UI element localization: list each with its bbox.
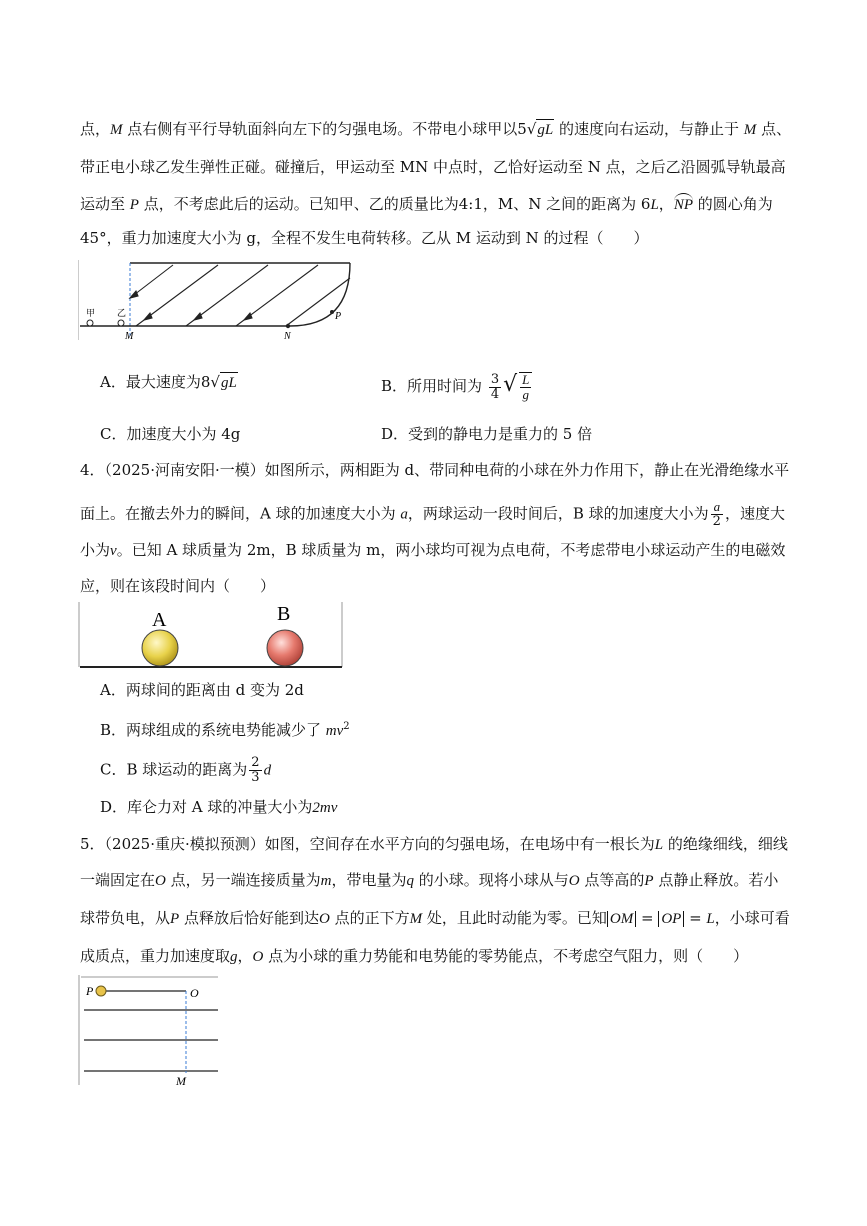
q3-option-a[interactable]: A．最大速度为8√gL bbox=[100, 373, 237, 391]
q5-label-o: O bbox=[190, 986, 199, 1000]
q5-ball bbox=[96, 986, 106, 996]
q3-stem-line-4: 45°，重力加速度大小为 g，全程不发生电荷转移。乙从 M 运动到 N 的过程（ ） bbox=[80, 229, 649, 247]
q4-stem-line-4: 应，则在该段时间内（ ） bbox=[80, 577, 276, 595]
q3-label-jia: 甲 bbox=[86, 309, 96, 319]
q4-stem-line-1: 4．（2025·河南安阳·一模）如图所示，两相距为 d、带同种电荷的小球在外力作用下，静止在光滑绝缘水平 bbox=[80, 461, 790, 479]
q5-stem-line-1: 5．（2025·重庆·模拟预测）如图，空间存在水平方向的匀强电场，在电场中有一根长为L 的绝缘细线，细线 bbox=[80, 835, 788, 853]
q3-option-b[interactable]: B．所用时间为 $\frac{3}{4}$ √ $\frac{L}{g}$ bbox=[381, 372, 534, 402]
q5-stem-line-2: 一端固定在O 点，另一端连接质量为m，带电量为q 的小球。现将小球从与O 点等高的P 点静止释放。若小 bbox=[80, 871, 779, 889]
ball-b bbox=[267, 630, 303, 666]
q5-label-p: P bbox=[86, 984, 94, 998]
q3-label-yi: 乙 bbox=[117, 309, 127, 319]
q4-option-c[interactable]: C．B 球运动的距离为 $\frac{2}{3}$ d bbox=[100, 755, 272, 785]
q3-option-d[interactable]: D．受到的静电力是重力的 5 倍 bbox=[381, 425, 593, 443]
q3-stem-line-2: 带正电小球乙发生弹性正碰。碰撞后，甲运动至 MN 中点时，乙恰好运动至 N 点，之后乙沿圆弧导轨最高 bbox=[80, 158, 786, 176]
q3-label-p: P bbox=[335, 311, 342, 322]
q3-option-c[interactable]: C．加速度大小为 4g bbox=[100, 425, 241, 443]
q4-figure bbox=[78, 600, 344, 670]
q4-option-a[interactable]: A．两球间的距离由 d 变为 2d bbox=[100, 681, 304, 699]
q3-stem-line-1: 点，M 点右侧有平行导轨面斜向左下的匀强电场。不带电小球甲以5√gL 的速度向右运动，与静止于 M 点、 bbox=[80, 120, 792, 138]
q5-label-m: M bbox=[176, 1074, 186, 1087]
q4-stem-line-2: 面上。在撤去外力的瞬间，A 球的加速度大小为 a，两球运动一段时间后，B 球的加速度大小为 $\frac{a}{2}$ ，速度大 bbox=[80, 499, 785, 529]
q5-stem-line-4: 成质点，重力加速度取g，O 点为小球的重力势能和电势能的零势能点，不考虑空气阻力，则（ ） bbox=[80, 947, 749, 965]
q4-label-a: A bbox=[152, 609, 167, 631]
q4-option-b[interactable]: B．两球组成的系统电势能减少了 $mv^2$ bbox=[100, 721, 350, 739]
q4-option-d[interactable]: D．库仑力对 A 球的冲量大小为2mv bbox=[100, 798, 338, 816]
q3-stem-line-3: 运动至 P 点，不考虑此后的运动。已知甲、乙的质量比为4:1，M、N 之间的距离为 6L，NP 的圆心角为 bbox=[80, 195, 773, 213]
q3-figure bbox=[78, 260, 352, 342]
q4-label-b: B bbox=[277, 603, 291, 625]
q5-stem-line-3: 球带负电，从P 点释放后恰好能到达O 点的正下方M 处，且此时动能为零。已知 OM = OP = L，小球可看 bbox=[80, 909, 790, 927]
ball-a bbox=[142, 630, 178, 666]
q3-label-n: N bbox=[284, 331, 291, 342]
q3-label-m: M bbox=[125, 331, 134, 342]
q4-stem-line-3: 小为v。已知 A 球质量为 2m，B 球质量为 m，两小球均可视为点电荷，不考虑带电小球运动产生的电磁效 bbox=[80, 541, 786, 559]
q5-figure bbox=[78, 975, 222, 1087]
